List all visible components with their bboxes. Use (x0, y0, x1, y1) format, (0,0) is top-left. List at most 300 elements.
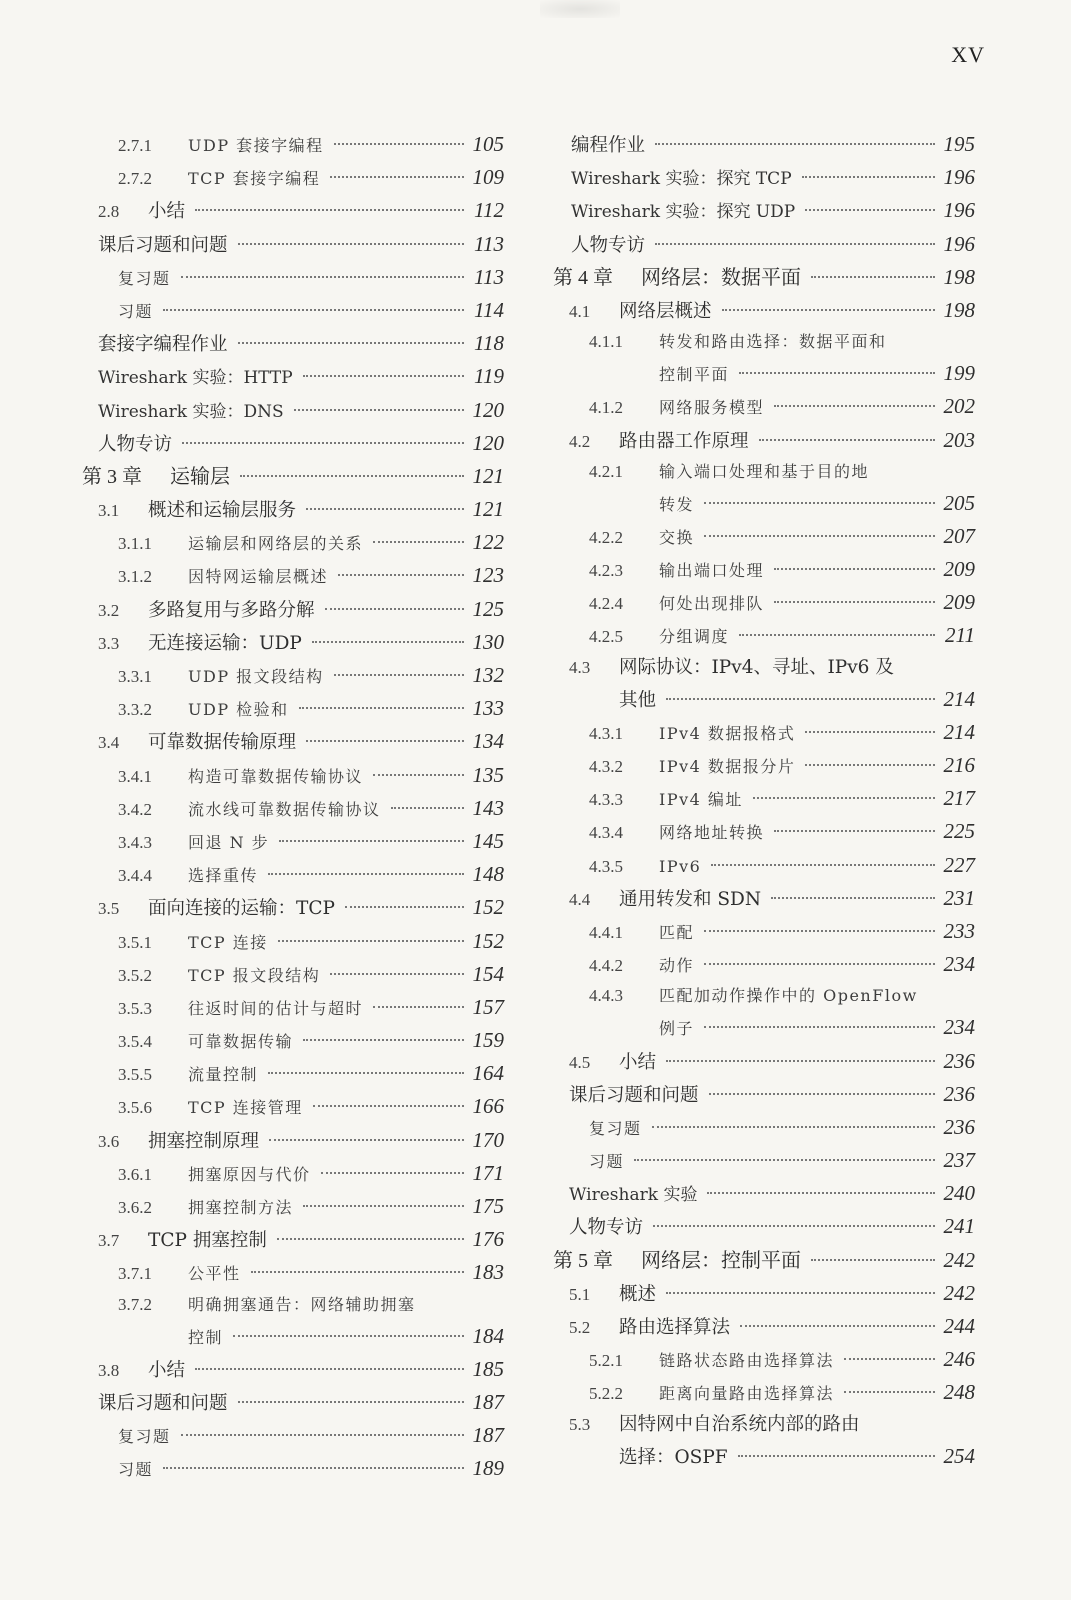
dot-leader (240, 475, 464, 477)
toc-entry[interactable] (82, 925, 504, 958)
toc-entry[interactable] (82, 294, 504, 327)
page-ref: 234 (943, 1015, 975, 1040)
toc-entry[interactable] (553, 749, 975, 782)
section-title: 匹配加动作操作中的 OpenFlow (659, 986, 918, 1006)
toc-entry[interactable] (82, 593, 504, 626)
dot-leader (325, 608, 464, 610)
section-title: 链路状态路由选择算法 (659, 1351, 835, 1371)
section-number: 3.3 (98, 633, 120, 653)
dot-leader (373, 541, 464, 543)
dot-leader (805, 209, 935, 211)
section-title: 交换 (659, 527, 695, 547)
dot-leader (303, 375, 464, 377)
dot-leader (233, 1335, 464, 1337)
section-title: 明确拥塞通告：网络辅助拥塞 (188, 1294, 416, 1314)
toc-entry[interactable] (82, 1353, 504, 1386)
section-number: 3.4.3 (118, 832, 152, 852)
section-title: 选择重传 (188, 866, 259, 886)
section-title: 习题 (118, 1460, 154, 1480)
page-ref: 198 (943, 297, 975, 322)
page-ref: 196 (943, 231, 975, 256)
section-number: 2.7.1 (118, 136, 152, 155)
page-ref: 240 (943, 1181, 975, 1206)
toc-entry[interactable] (82, 427, 504, 460)
dot-leader (811, 276, 935, 278)
dot-leader (666, 1292, 935, 1294)
dot-leader (330, 973, 464, 975)
dot-leader (181, 276, 464, 278)
toc-entry[interactable] (82, 493, 504, 526)
toc-entry[interactable] (82, 825, 504, 858)
toc-entry[interactable] (82, 659, 504, 692)
dot-leader (321, 1172, 464, 1174)
toc-entry[interactable] (82, 161, 504, 194)
section-title: 复习题 (118, 1427, 171, 1447)
page-ref: 112 (474, 198, 504, 223)
dot-leader (306, 508, 464, 510)
section-title: 流量控制 (188, 1065, 259, 1085)
toc-entry[interactable] (82, 991, 504, 1024)
section-number: 4.3.5 (589, 856, 623, 876)
section-title: 因特网中自治系统内部的路由 (619, 1413, 860, 1435)
toc-right-column (553, 128, 975, 1473)
page-ref: 225 (943, 819, 975, 844)
dot-leader (704, 963, 935, 965)
toc-entry-wrapped[interactable] (553, 653, 975, 683)
toc-chapter-entry[interactable] (553, 261, 975, 294)
dot-leader (294, 409, 464, 411)
section-title: 无连接运输：UDP (148, 632, 302, 654)
section-number: 3.5.1 (118, 932, 152, 952)
section-number: 3.4.2 (118, 799, 152, 819)
section-number: 4.1.1 (589, 332, 623, 352)
dot-leader (652, 1126, 935, 1128)
dot-leader (707, 1192, 935, 1194)
toc-entry[interactable] (82, 327, 504, 360)
section-title: UDP 检验和 (188, 700, 289, 720)
page-ref: 133 (472, 696, 504, 721)
dot-leader (279, 840, 464, 842)
page-ref: 135 (472, 762, 504, 787)
page-ref: 209 (943, 557, 975, 582)
dot-leader (655, 243, 935, 245)
section-number: 4.3.2 (589, 757, 623, 776)
dot-leader (338, 574, 464, 576)
toc-entry[interactable] (82, 1124, 504, 1157)
toc-entry[interactable] (553, 815, 975, 848)
toc-entry[interactable] (82, 1256, 504, 1289)
page-ref: 254 (943, 1443, 975, 1468)
page-ref: 154 (472, 961, 504, 986)
toc-entry[interactable] (82, 261, 504, 294)
section-number: 3.3.1 (118, 667, 152, 686)
toc-entry-continuation[interactable] (553, 357, 975, 390)
toc-chapter-entry[interactable] (82, 460, 504, 493)
section-number: 4.4 (569, 889, 591, 909)
section-title: IPv4 数据报分片 (659, 757, 796, 776)
chapter-number: 第 3 章 (82, 465, 142, 488)
dot-leader (391, 807, 464, 809)
toc-entry[interactable] (553, 194, 975, 227)
dot-leader (811, 1259, 935, 1261)
page-ref: 227 (943, 852, 975, 877)
toc-entry[interactable] (553, 128, 975, 161)
section-number: 3.4.4 (118, 866, 152, 886)
section-number: 4.2.4 (589, 594, 623, 614)
toc-entry[interactable] (553, 424, 975, 457)
dot-leader (195, 1368, 464, 1370)
section-title: 何处出现排队 (659, 594, 765, 614)
section-number: 4.2.5 (589, 627, 623, 647)
section-number: 3.8 (98, 1360, 120, 1380)
toc-entry[interactable] (553, 882, 975, 915)
page-ref: 113 (474, 231, 504, 256)
section-title: 小结 (619, 1051, 657, 1073)
dot-leader (653, 1225, 935, 1227)
dot-leader (666, 1060, 935, 1062)
toc-entry-continuation[interactable] (553, 1440, 975, 1473)
toc-left-column (82, 128, 504, 1486)
toc-entry[interactable] (82, 1190, 504, 1223)
toc-entry[interactable] (82, 1452, 504, 1485)
section-title: 多路复用与多路分解 (148, 599, 315, 621)
page-ref: 125 (472, 596, 504, 621)
section-title: 人物专访 (571, 234, 646, 256)
toc-entry[interactable] (82, 1057, 504, 1090)
toc-entry[interactable] (553, 948, 975, 981)
page-ref: 105 (472, 132, 504, 156)
section-title: Wireshark 实验：探究 UDP (571, 202, 796, 223)
toc-entry[interactable] (553, 390, 975, 423)
dot-leader (181, 1434, 464, 1436)
toc-entry-wrapped[interactable] (553, 457, 975, 487)
section-title: Wireshark 实验：HTTP (98, 368, 293, 389)
section-title: 动作 (659, 956, 695, 976)
page-ref: 205 (943, 490, 975, 515)
toc-entry[interactable] (553, 586, 975, 619)
toc-entry[interactable] (553, 161, 975, 194)
section-number: 4.5 (569, 1052, 591, 1072)
dot-leader (195, 209, 464, 211)
toc-entry[interactable] (553, 1310, 975, 1343)
section-title: IPv6 (659, 856, 702, 876)
section-title: 因特网运输层概述 (188, 567, 329, 587)
section-number: 5.2.2 (589, 1384, 623, 1404)
page-ref: 185 (472, 1356, 504, 1381)
dot-leader (268, 1072, 464, 1074)
page-ref: 233 (943, 918, 975, 943)
section-number: 3.2 (98, 600, 120, 620)
dot-leader (312, 641, 464, 643)
page-ref: 241 (943, 1214, 975, 1239)
page-ref: 176 (472, 1227, 504, 1252)
page-ref: 122 (472, 530, 504, 555)
toc-entry[interactable] (553, 1144, 975, 1177)
toc-entry-continuation[interactable] (553, 1011, 975, 1044)
page-ref: 203 (943, 427, 975, 452)
section-title-continued: 转发 (659, 494, 695, 514)
page-ref: 211 (945, 623, 975, 648)
dot-leader (269, 1139, 464, 1141)
dot-leader (238, 1401, 464, 1403)
section-number: 4.3.3 (589, 790, 623, 810)
page-ref: 120 (472, 430, 504, 455)
dot-leader (299, 707, 464, 709)
page-ref: 143 (472, 795, 504, 820)
dot-leader (711, 864, 935, 866)
section-title: Wireshark 实验：探究 TCP (571, 169, 792, 190)
page-ref: 159 (472, 1028, 504, 1053)
page-ref: 152 (472, 895, 504, 920)
toc-entry-wrapped[interactable] (82, 1290, 504, 1320)
section-title: 编程作业 (571, 135, 646, 156)
section-title: 拥塞控制原理 (148, 1130, 260, 1152)
section-title: 套接字编程作业 (98, 334, 228, 356)
section-title-continued: 例子 (659, 1019, 695, 1039)
section-number: 4.1.2 (589, 398, 623, 418)
page-ref: 121 (472, 463, 504, 488)
dot-leader (373, 774, 464, 776)
page-ref: 236 (943, 1081, 975, 1106)
dot-leader (740, 1325, 935, 1327)
page-ref: 114 (474, 297, 504, 322)
section-title: Wireshark 实验 (569, 1185, 698, 1206)
dot-leader (722, 309, 935, 311)
dot-leader (313, 1105, 464, 1107)
dot-leader (709, 1093, 935, 1095)
dot-leader (268, 873, 464, 875)
page-ref: 244 (943, 1314, 975, 1338)
section-number: 3.4 (98, 733, 120, 753)
dot-leader (753, 797, 935, 799)
toc-entry[interactable] (553, 1045, 975, 1078)
page-ref: 175 (472, 1194, 504, 1218)
dot-leader (182, 442, 464, 444)
dot-leader (771, 897, 935, 899)
page-ref: 187 (472, 1423, 504, 1448)
section-number: 4.3.4 (589, 823, 623, 843)
scan-smudge (540, 0, 620, 18)
toc-entry[interactable] (553, 1210, 975, 1243)
dot-leader (334, 143, 464, 145)
section-number: 5.3 (569, 1414, 591, 1434)
section-number: 3.5.4 (118, 1032, 152, 1052)
toc-entry[interactable] (82, 792, 504, 825)
section-number: 3.1.1 (118, 534, 152, 554)
toc-entry[interactable] (82, 1090, 504, 1123)
section-number: 3.7.2 (118, 1294, 152, 1314)
dot-leader (303, 1205, 464, 1207)
page-ref: 118 (474, 331, 504, 356)
page-ref: 119 (474, 364, 504, 389)
toc-entry-continuation[interactable] (553, 487, 975, 520)
toc-entry[interactable] (82, 526, 504, 559)
section-title: TCP 报文段结构 (188, 965, 321, 985)
section-title: UDP 套接字编程 (188, 136, 324, 155)
page-ref: 199 (943, 361, 975, 386)
page-ref: 145 (472, 828, 504, 853)
toc-entry[interactable] (553, 849, 975, 882)
toc-entry[interactable] (82, 1419, 504, 1452)
section-number: 4.4.1 (589, 922, 623, 942)
toc-entry-continuation[interactable] (553, 683, 975, 716)
dot-leader (330, 176, 464, 178)
dot-leader (163, 309, 464, 311)
dot-leader (704, 1026, 935, 1028)
toc-chapter-entry[interactable] (553, 1244, 975, 1277)
section-number: 3.5.6 (118, 1098, 152, 1118)
page-ref: 132 (472, 663, 504, 687)
toc-entry-continuation[interactable] (82, 1320, 504, 1353)
toc-entry[interactable] (553, 1078, 975, 1111)
section-title: 人物专访 (98, 433, 173, 455)
dot-leader (373, 1006, 464, 1008)
toc-entry[interactable] (82, 128, 504, 161)
section-number: 4.3 (569, 657, 591, 677)
toc-entry[interactable] (82, 858, 504, 891)
section-title: 网络层概述 (619, 300, 712, 322)
section-title: 匹配 (659, 922, 695, 942)
dot-leader (802, 176, 935, 178)
section-title: 输出端口处理 (659, 561, 765, 581)
section-title: Wireshark 实验：DNS (98, 401, 284, 422)
toc-entry-wrapped[interactable] (553, 327, 975, 357)
page-ref: 209 (943, 590, 975, 615)
toc-entry[interactable] (553, 716, 975, 749)
section-number: 5.2 (569, 1318, 591, 1337)
page-ref: 166 (472, 1094, 504, 1119)
toc-entry[interactable] (82, 559, 504, 592)
toc-entry[interactable] (553, 915, 975, 948)
section-title: 习题 (118, 301, 154, 321)
section-number: 3.3.2 (118, 700, 152, 720)
toc-entry[interactable] (82, 759, 504, 792)
section-title: 可靠数据传输原理 (148, 732, 297, 754)
page-ref: 198 (943, 264, 975, 289)
chapter-number: 第 5 章 (553, 1249, 613, 1272)
section-title: TCP 连接管理 (188, 1098, 303, 1118)
section-title: 网络地址转换 (659, 823, 765, 843)
toc-entry[interactable] (82, 626, 504, 659)
page-ref: 109 (472, 165, 504, 190)
page-ref: 170 (472, 1127, 504, 1152)
toc-entry[interactable] (82, 1157, 504, 1190)
toc-entry[interactable] (553, 1277, 975, 1310)
toc-entry[interactable] (82, 1223, 504, 1256)
toc-entry[interactable] (553, 1343, 975, 1376)
toc-entry[interactable] (553, 619, 975, 652)
toc-entry[interactable] (82, 958, 504, 991)
toc-entry[interactable] (82, 1386, 504, 1419)
dot-leader (303, 1039, 464, 1041)
section-title: 通用转发和 SDN (619, 888, 762, 910)
page-number: XV (951, 42, 985, 67)
toc-entry-wrapped[interactable] (553, 981, 975, 1011)
chapter-title: 网络层：控制平面 (641, 1247, 801, 1272)
section-title: IPv4 数据报格式 (659, 723, 796, 743)
section-number: 3.6.1 (118, 1164, 152, 1184)
section-number: 3.6.2 (118, 1198, 152, 1217)
section-title: 概述和运输层服务 (148, 500, 297, 522)
section-number: 4.1 (569, 301, 591, 321)
dot-leader (238, 342, 464, 344)
section-number: 3.7.1 (118, 1264, 152, 1284)
dot-leader (738, 1455, 935, 1457)
section-title: 路由器工作原理 (619, 430, 749, 452)
toc-entry[interactable] (553, 1376, 975, 1409)
toc-entry[interactable] (82, 1024, 504, 1057)
section-title: TCP 连接 (188, 932, 268, 952)
dot-leader (334, 674, 464, 676)
page-ref: 196 (943, 198, 975, 223)
toc-entry[interactable] (553, 520, 975, 553)
page-ref: 236 (943, 1114, 975, 1139)
section-title: 小结 (148, 1359, 186, 1381)
page-ref: 171 (472, 1160, 504, 1185)
section-title: 复习题 (589, 1118, 642, 1138)
chapter-title: 网络层：数据平面 (641, 264, 801, 289)
section-number: 5.2.1 (589, 1351, 623, 1371)
toc-entry[interactable] (553, 228, 975, 261)
section-title: 输入端口处理和基于目的地 (659, 461, 870, 481)
section-number: 2.7.2 (118, 169, 152, 189)
section-number: 2.8 (98, 202, 120, 222)
toc-entry[interactable] (82, 725, 504, 758)
page-ref: 121 (472, 497, 504, 522)
section-title: 构造可靠数据传输协议 (188, 766, 364, 786)
section-title: IPv4 编址 (659, 790, 743, 810)
dot-leader (163, 1467, 464, 1469)
section-title-continued: 控制 (188, 1327, 224, 1347)
section-title-continued: 选择：OSPF (619, 1446, 728, 1468)
section-title: 分组调度 (659, 627, 730, 647)
section-title: 拥塞原因与代价 (188, 1164, 311, 1184)
toc-entry[interactable] (82, 228, 504, 261)
section-title: 复习题 (118, 268, 171, 288)
toc-entry[interactable] (553, 1111, 975, 1144)
section-title: TCP 套接字编程 (188, 169, 321, 189)
dot-leader (844, 1358, 935, 1360)
dot-leader (774, 568, 935, 570)
dot-leader (704, 930, 935, 932)
toc-entry[interactable] (82, 360, 504, 393)
toc-entry[interactable] (553, 553, 975, 586)
toc-entry[interactable] (82, 394, 504, 427)
toc-entry[interactable] (82, 194, 504, 227)
toc-entry[interactable] (82, 692, 504, 725)
dot-leader (774, 405, 935, 407)
toc-entry[interactable] (553, 1177, 975, 1210)
page-ref: 207 (943, 523, 975, 548)
toc-entry[interactable] (553, 782, 975, 815)
section-number: 5.1 (569, 1284, 591, 1304)
toc-entry[interactable] (82, 891, 504, 924)
page-ref: 216 (943, 753, 975, 777)
section-title: 距离向量路由选择算法 (659, 1384, 835, 1404)
section-number: 4.3.1 (589, 723, 623, 743)
section-number: 3.5.5 (118, 1065, 152, 1085)
page-ref: 189 (472, 1456, 504, 1481)
page-ref: 217 (943, 786, 975, 811)
toc-entry[interactable] (553, 294, 975, 327)
toc-entry-wrapped[interactable] (553, 1410, 975, 1440)
page-ref: 214 (943, 686, 975, 711)
section-title: 往返时间的估计与超时 (188, 998, 364, 1018)
page-ref: 202 (943, 394, 975, 419)
section-title: 网络服务模型 (659, 398, 765, 418)
section-number: 3.7 (98, 1231, 120, 1251)
dot-leader (759, 439, 935, 441)
